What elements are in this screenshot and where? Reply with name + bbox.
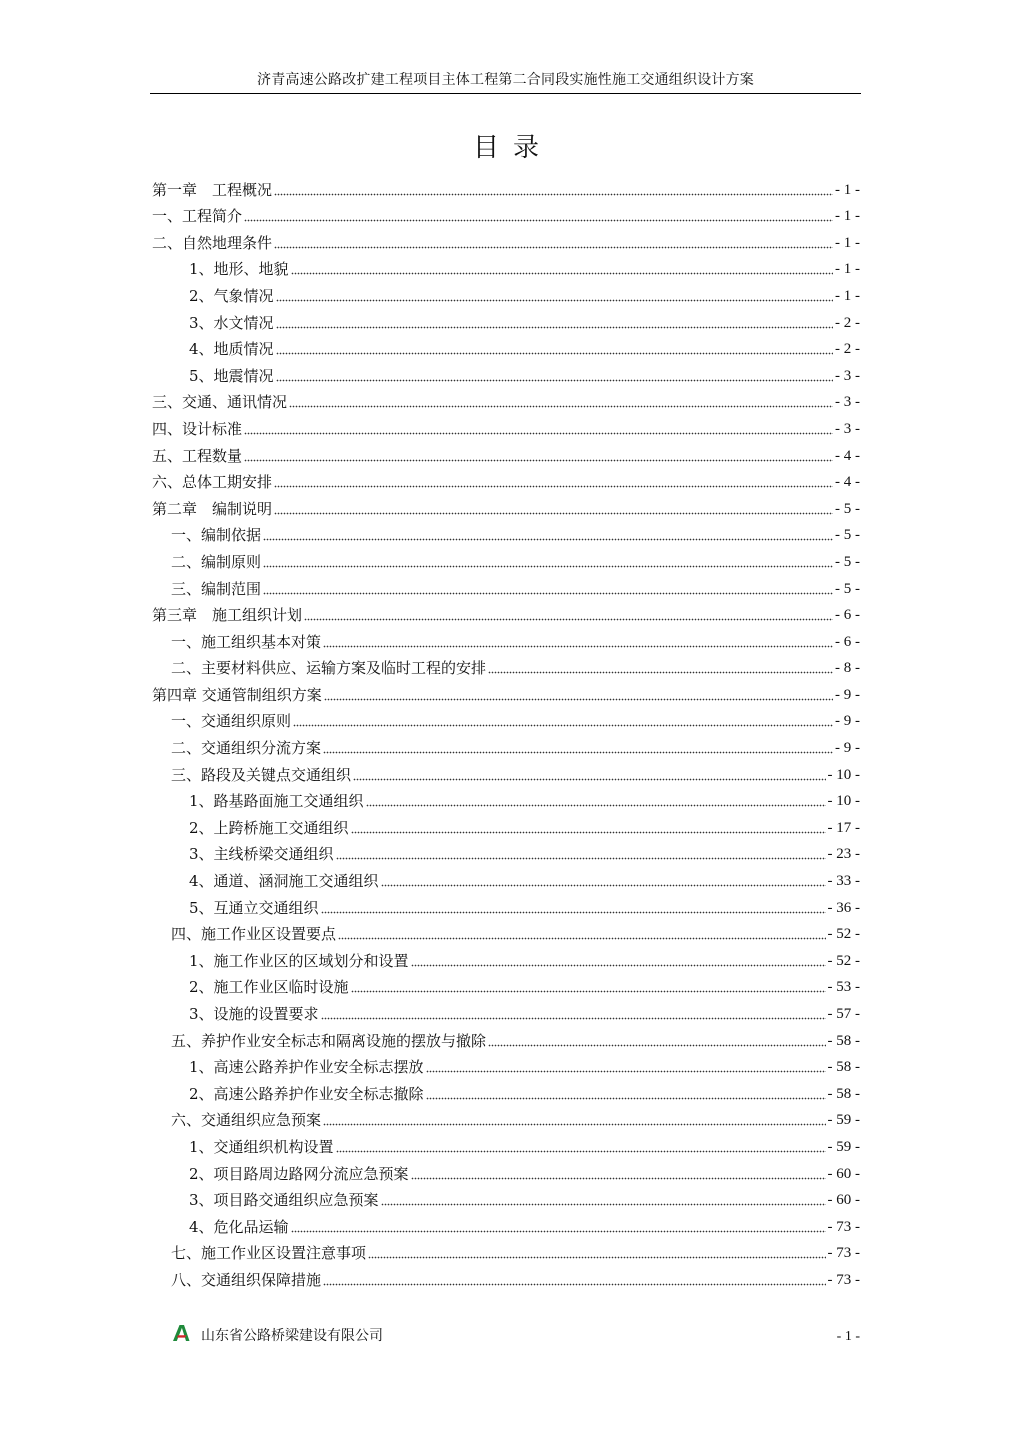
toc-entry[interactable] (152, 602, 860, 629)
toc-dot-leader (276, 341, 833, 355)
toc-dot-leader (244, 448, 833, 462)
toc-entry-page: - 60 - (827, 1192, 860, 1209)
toc-dot-leader (351, 820, 826, 834)
toc-entry-page: - 1 - (835, 181, 860, 198)
toc-entry[interactable] (152, 894, 860, 921)
toc-dot-leader (276, 315, 833, 329)
toc-entry-page: - 52 - (827, 952, 860, 969)
toc-entry[interactable] (152, 1187, 860, 1214)
toc-entry-label: 1、高速公路养护作业安全标志摆放 (189, 1058, 424, 1077)
toc-entry-page: - 9 - (835, 740, 860, 757)
toc-dot-leader (366, 793, 826, 807)
toc-entry-page: - 59 - (827, 1138, 860, 1155)
toc-entry-label: 5、互通立交通组织 (189, 898, 319, 917)
toc-entry[interactable] (152, 814, 860, 841)
toc-entry-label: 3、项目路交通组织应急预案 (189, 1191, 379, 1210)
toc-entry-label: 一、工程简介 (152, 207, 243, 226)
toc-entry-label: 四、设计标准 (152, 419, 243, 438)
toc-entry-label: 4、通道、涵洞施工交通组织 (189, 872, 379, 891)
toc-dot-leader (381, 873, 826, 887)
toc-entry-label: 七、施工作业区设置注意事项 (171, 1244, 367, 1263)
toc-entry-label: 六、总体工期安排 (152, 473, 273, 492)
toc-entry-label: 二、交通组织分流方案 (171, 739, 322, 758)
toc-entry-page: - 23 - (827, 846, 860, 863)
toc-entry-page: - 9 - (835, 713, 860, 730)
toc-dot-leader (323, 634, 833, 648)
toc-entry-label: 4、地质情况 (189, 340, 274, 359)
toc-entry[interactable] (152, 788, 860, 815)
toc-dot-leader (426, 1086, 826, 1100)
toc-entry[interactable] (152, 974, 860, 1001)
footer-company-name: 山东省公路桥梁建设有限公司 (201, 1328, 383, 1344)
toc-entry-label: 1、地形、地貌 (189, 260, 289, 279)
toc-entry-label: 3、设施的设置要求 (189, 1005, 319, 1023)
toc-entry[interactable] (152, 442, 860, 469)
toc-entry[interactable] (152, 362, 860, 389)
toc-dot-leader (368, 1245, 825, 1259)
toc-dot-leader (411, 953, 826, 967)
toc-dot-leader (411, 1166, 826, 1180)
toc-entry-page: - 73 - (827, 1271, 860, 1288)
toc-dot-leader (289, 394, 833, 408)
toc-entry-label: 5、地震情况 (189, 366, 274, 385)
toc-entry-page: - 5 - (835, 553, 860, 570)
toc-entry-label: 3、主线桥梁交通组织 (189, 845, 334, 864)
toc-dot-leader (353, 767, 825, 781)
toc-entry[interactable] (152, 389, 860, 416)
company-logo-icon (172, 1325, 190, 1341)
toc-dot-leader (323, 1272, 825, 1286)
toc-entry-page: - 5 - (835, 580, 860, 597)
toc-entry[interactable] (152, 282, 860, 309)
header-divider (150, 93, 861, 94)
toc-dot-leader (336, 1139, 826, 1153)
toc-dot-leader (274, 235, 833, 249)
toc-dot-leader (321, 1006, 826, 1020)
toc-entry[interactable] (152, 415, 860, 442)
toc-entry-label: 1、交通组织机构设置 (189, 1137, 334, 1156)
toc-entry[interactable] (152, 628, 860, 655)
toc-entry[interactable] (152, 336, 860, 363)
toc-entry-label: 2、高速公路养护作业安全标志撤除 (189, 1084, 424, 1103)
toc-entry-page: - 3 - (835, 367, 860, 384)
toc-entry[interactable] (152, 841, 860, 868)
toc-entry-page: - 36 - (827, 899, 860, 916)
toc-entry-page: - 58 - (827, 1032, 860, 1049)
toc-entry-label: 六、交通组织应急预案 (171, 1111, 322, 1130)
toc-entry-page: - 53 - (827, 979, 860, 996)
toc-entry[interactable] (152, 203, 860, 230)
toc-entry-label: 1、路基路面施工交通组织 (189, 792, 364, 811)
toc-entry[interactable] (152, 734, 860, 761)
toc-entry-page: - 1 - (835, 234, 860, 251)
toc-dot-leader (321, 900, 826, 914)
toc-entry-label: 2、上跨桥施工交通组织 (189, 818, 349, 837)
toc-entry[interactable] (152, 229, 860, 256)
toc-entry-label: 二、主要材料供应、运输方案及临时工程的安排 (171, 659, 487, 678)
toc-entry-label: 三、交通、通讯情况 (152, 393, 288, 412)
toc-entry[interactable] (152, 176, 860, 203)
toc-entry-page: - 1 - (835, 261, 860, 278)
toc-entry[interactable] (152, 655, 860, 682)
toc-entry-page: - 58 - (827, 1059, 860, 1076)
toc-dot-leader (351, 979, 826, 993)
toc-entry[interactable] (152, 495, 860, 522)
toc-entry-page: - 6 - (835, 633, 860, 650)
toc-entry-label: 二、自然地理条件 (152, 233, 273, 252)
toc-entry[interactable] (152, 575, 860, 602)
toc-entry-page: - 4 - (835, 474, 860, 491)
toc-dot-leader (304, 607, 833, 621)
toc-entry-label: 一、施工组织基本对策 (171, 632, 322, 651)
footer-page-number: - 1 - (836, 1329, 860, 1344)
toc-entry[interactable] (152, 256, 860, 283)
toc-entry[interactable] (152, 867, 860, 894)
toc-entry[interactable] (152, 1133, 860, 1160)
toc-entry[interactable] (152, 1213, 860, 1240)
toc-entry-page: - 1 - (835, 287, 860, 304)
toc-entry-label: 第三章 施工组织计划 (152, 606, 303, 625)
toc-dot-leader (263, 581, 833, 595)
toc-entry-page: - 5 - (835, 500, 860, 517)
toc-entry-label: 一、交通组织原则 (171, 712, 292, 731)
toc-dot-leader (244, 208, 833, 222)
toc-entry[interactable] (152, 708, 860, 735)
toc-dot-leader (276, 288, 833, 302)
toc-entry-page: - 4 - (835, 447, 860, 464)
toc-dot-leader (323, 740, 833, 754)
toc-entry-label: 第二章 编制说明 (152, 499, 273, 518)
toc-entry[interactable] (152, 921, 860, 948)
running-header: 济青高速公路改扩建工程项目主体工程第二合同段实施性施工交通组织设计方案 (257, 72, 754, 88)
toc-entry-label: 4、危化品运输 (189, 1217, 289, 1236)
toc-entry-page: - 58 - (827, 1085, 860, 1102)
toc-dot-leader (293, 713, 833, 727)
toc-dot-leader (274, 474, 833, 488)
toc-entry[interactable] (152, 522, 860, 549)
toc-entry[interactable] (152, 1107, 860, 1134)
table-of-contents (152, 176, 860, 1293)
toc-entry-page: - 6 - (835, 607, 860, 624)
toc-dot-leader (291, 1219, 826, 1233)
toc-entry-page: - 3 - (835, 394, 860, 411)
toc-entry-label: 第四章 交通管制组织方案 (152, 685, 322, 704)
toc-entry[interactable] (152, 681, 860, 708)
toc-entry-page: - 73 - (827, 1245, 860, 1262)
toc-entry-label: 2、施工作业区临时设施 (189, 978, 349, 997)
toc-entry-page: - 8 - (835, 660, 860, 677)
toc-entry-label: 第一章 工程概况 (152, 180, 273, 199)
toc-entry[interactable] (152, 1080, 860, 1107)
toc-entry-label: 1、施工作业区的区域划分和设置 (189, 951, 409, 970)
toc-entry-label: 一、编制依据 (171, 526, 262, 545)
toc-dot-leader (324, 687, 833, 701)
toc-dot-leader (244, 421, 833, 435)
toc-dot-leader (263, 527, 833, 541)
toc-entry[interactable] (152, 548, 860, 575)
toc-entry[interactable] (152, 1054, 860, 1081)
toc-entry-label: 三、路段及关键点交通组织 (171, 765, 352, 784)
toc-entry[interactable] (152, 947, 860, 974)
toc-dot-leader (426, 1059, 826, 1073)
toc-entry-page: - 3 - (835, 420, 860, 437)
toc-entry[interactable] (152, 469, 860, 496)
toc-entry-page: - 10 - (827, 766, 860, 783)
toc-entry[interactable] (152, 1160, 860, 1187)
toc-entry-page: - 2 - (835, 341, 860, 358)
toc-dot-leader (291, 261, 833, 275)
toc-entry-label: 2、气象情况 (189, 286, 274, 305)
toc-entry-label: 五、养护作业安全标志和隔离设施的摆放与撤除 (171, 1031, 487, 1050)
toc-entry-label: 二、编制原则 (171, 552, 262, 571)
toc-dot-leader (488, 1033, 825, 1047)
toc-dot-leader (276, 368, 833, 382)
page-title: 目录 (472, 133, 553, 163)
toc-dot-leader (381, 1192, 826, 1206)
toc-entry-page: - 9 - (835, 686, 860, 703)
toc-dot-leader (323, 1112, 825, 1126)
toc-dot-leader (274, 501, 833, 515)
toc-entry[interactable] (152, 1000, 860, 1027)
toc-entry[interactable] (152, 309, 860, 336)
toc-entry[interactable] (152, 761, 860, 788)
toc-entry-page: - 5 - (835, 527, 860, 544)
toc-dot-leader (488, 660, 833, 674)
toc-entry[interactable] (152, 1240, 860, 1267)
toc-entry-page: - 73 - (827, 1218, 860, 1235)
toc-entry-label: 八、交通组织保障措施 (171, 1270, 322, 1289)
toc-entry-page: - 1 - (835, 208, 860, 225)
toc-entry-page: - 2 - (835, 314, 860, 331)
toc-entry-page: - 17 - (827, 819, 860, 836)
toc-entry-page: - 59 - (827, 1112, 860, 1129)
toc-dot-leader (336, 846, 826, 860)
toc-entry-label: 3、水文情况 (189, 313, 274, 332)
toc-entry-label: 2、项目路周边路网分流应急预案 (189, 1164, 409, 1183)
toc-entry[interactable] (152, 1266, 860, 1293)
toc-entry-page: - 10 - (827, 793, 860, 810)
toc-entry-label: 五、工程数量 (152, 446, 243, 465)
toc-dot-leader (274, 182, 833, 196)
toc-dot-leader (338, 926, 825, 940)
toc-entry[interactable] (152, 1027, 860, 1054)
toc-entry-label: 四、施工作业区设置要点 (171, 925, 337, 944)
toc-entry-page: - 33 - (827, 873, 860, 890)
toc-dot-leader (263, 554, 833, 568)
toc-entry-page: - 52 - (827, 926, 860, 943)
toc-entry-page: - 60 - (827, 1165, 860, 1182)
toc-entry-label: 三、编制范围 (171, 579, 262, 598)
toc-entry-page: - 57 - (827, 1006, 860, 1022)
